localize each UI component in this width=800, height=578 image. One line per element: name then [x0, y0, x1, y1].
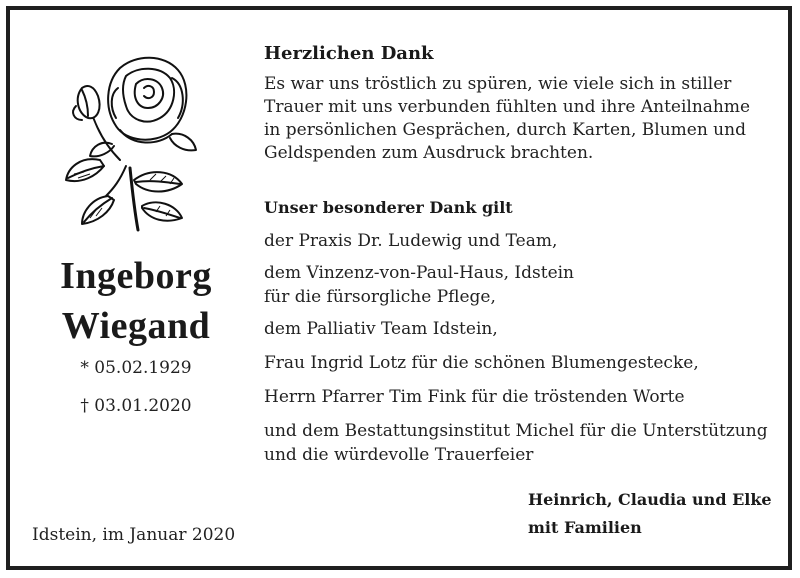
intro-line: Geldspenden zum Ausdruck brachten. — [264, 143, 594, 163]
deceased-last-name: Wiegand — [61, 305, 211, 347]
birth-date: * 05.02.1929 — [80, 358, 192, 378]
thanks-line: Frau Ingrid Lotz für die schönen Blumengestecke, — [264, 353, 699, 373]
thanks-line: dem Palliativ Team Idstein, — [264, 319, 498, 339]
intro-line: in persönlichen Gesprächen, durch Karten, Blumen und — [264, 120, 746, 140]
thanks-line: dem Vinzenz-von-Paul-Haus, Idstein — [264, 263, 575, 283]
intro-line: Es war uns tröstlich zu spüren, wie viele sich in stiller — [264, 74, 732, 94]
intro-paragraph — [264, 73, 784, 165]
death-date: † 03.01.2020 — [80, 396, 192, 416]
thanks-line: und die würdevolle Trauerfeier — [264, 445, 534, 465]
thanks-line: und dem Bestattungsinstitut Michel für die Unterstützung — [264, 421, 768, 441]
deceased-first-name: Ingeborg — [60, 255, 212, 297]
signature-names: Heinrich, Claudia und Elke — [528, 490, 772, 509]
signature-families: mit Familien — [528, 518, 642, 537]
intro-line: Trauer mit uns verbunden fühlten und ihre Anteilnahme — [264, 97, 751, 117]
special-thanks-heading: Unser besonderer Dank gilt — [264, 198, 513, 217]
place-and-date: Idstein, im Januar 2020 — [32, 525, 236, 545]
thanks-line: für die fürsorgliche Pflege, — [264, 287, 496, 307]
thanks-line: Herrn Pfarrer Tim Fink für die tröstenden Worte — [264, 387, 685, 407]
rose-icon — [60, 48, 210, 233]
thanks-heading: Herzlichen Dank — [264, 43, 434, 64]
thanks-line: der Praxis Dr. Ludewig und Team, — [264, 231, 558, 251]
